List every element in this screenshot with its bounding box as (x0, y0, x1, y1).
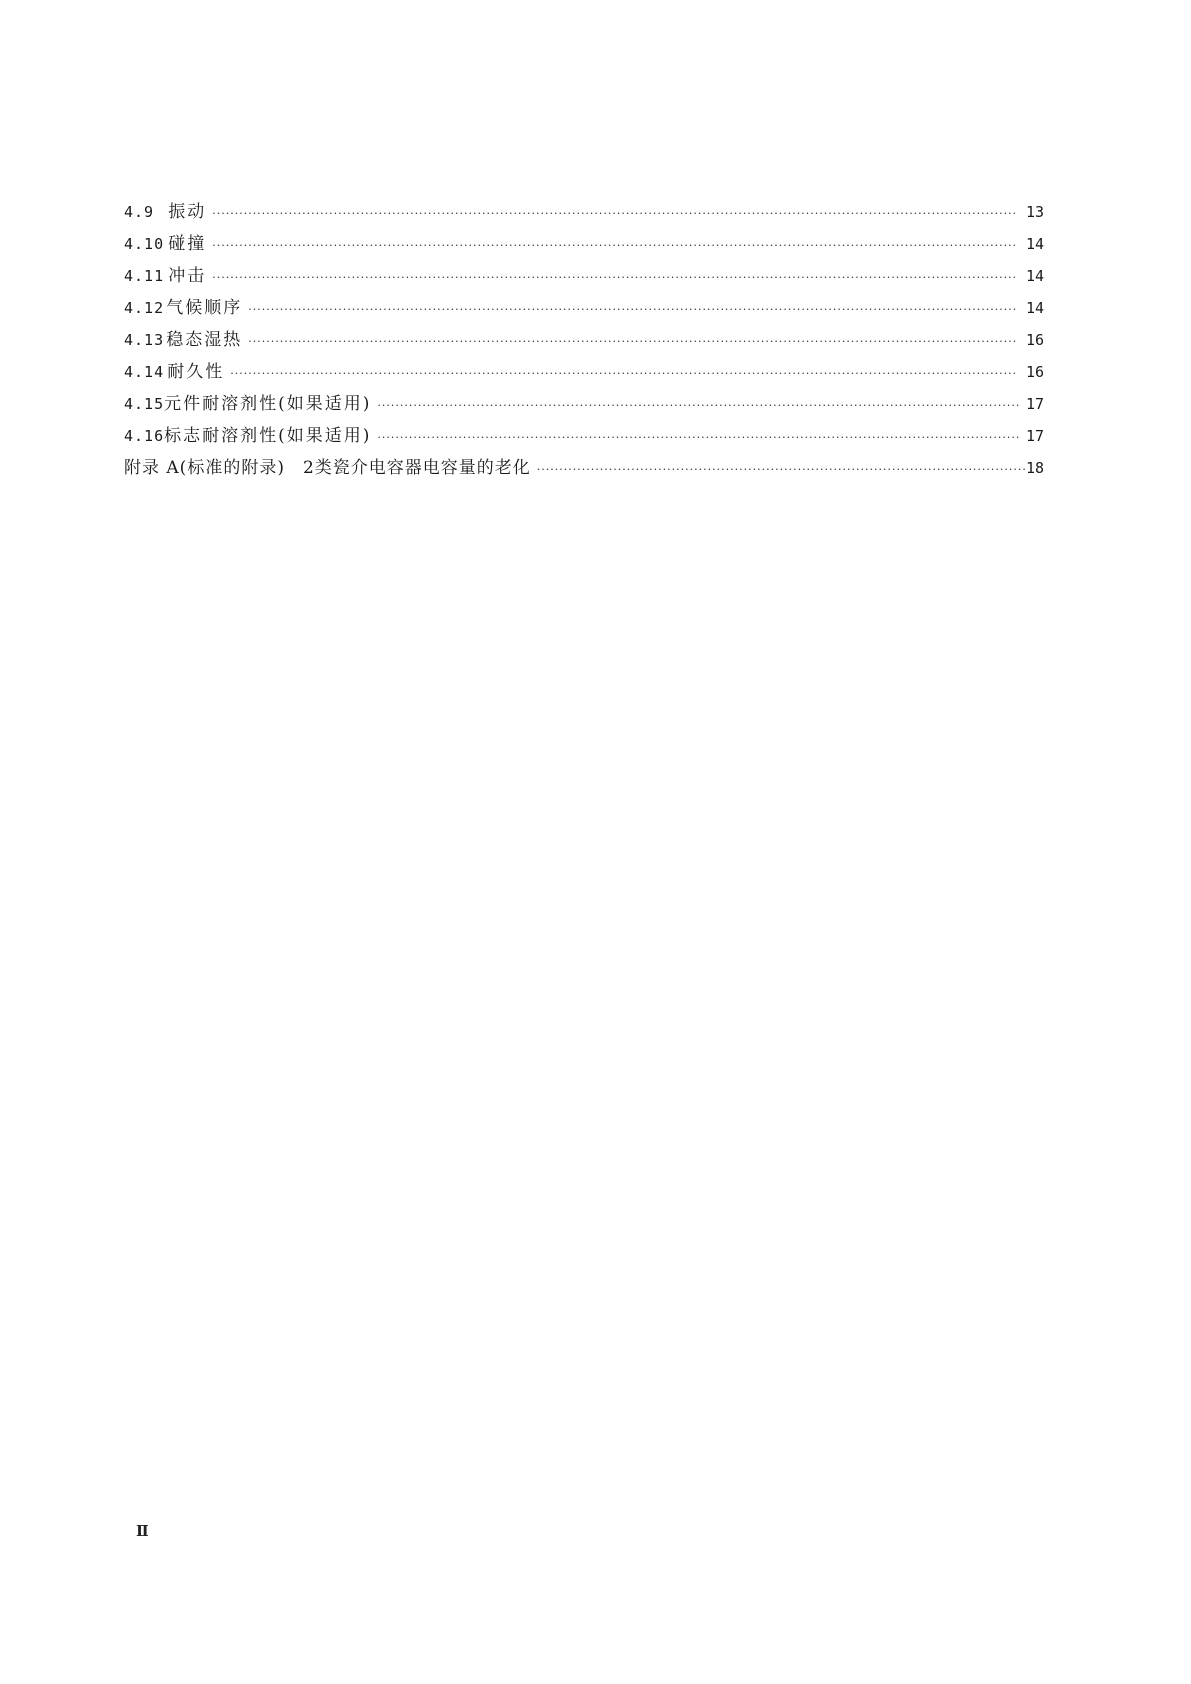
toc-entry-appendix-a[interactable] (124, 452, 1044, 484)
toc-appendix-title: 附录 A(标准的附录) 2类瓷介电容器电容量的老化 (124, 458, 531, 478)
toc-entry-page: 16 (1025, 331, 1044, 349)
toc-entry-page: 14 (1025, 235, 1044, 253)
toc-entry-title: 振动 (168, 202, 207, 222)
toc-entry-4-15[interactable] (124, 388, 1044, 420)
toc-entry-4-16[interactable] (124, 420, 1044, 452)
toc-entry-4-13[interactable] (124, 324, 1044, 356)
toc-entry-page: 16 (1025, 363, 1044, 381)
toc-entry-number: 4.16 (124, 427, 165, 445)
toc-entry-number: 4.9 (124, 203, 155, 221)
toc-entry-title: 元件耐溶剂性(如果适用) (164, 394, 372, 414)
toc-entry-4-10[interactable] (124, 228, 1044, 260)
toc-entry-page: 17 (1025, 395, 1044, 413)
toc-entry-title: 稳态湿热 (166, 330, 243, 350)
dot-leader (212, 262, 1015, 294)
toc-entry-4-12[interactable] (124, 292, 1044, 324)
toc-entry-title: 耐久性 (167, 362, 225, 382)
toc-entry-number: 4.12 (124, 299, 165, 317)
dot-leader (377, 422, 1020, 454)
toc-entry-page: 14 (1025, 267, 1044, 285)
toc-entry-4-11[interactable] (124, 260, 1044, 292)
toc-entry-4-14[interactable] (124, 356, 1044, 388)
dot-leader (377, 390, 1020, 422)
toc-entry-page: 13 (1025, 203, 1044, 221)
toc-entry-number: 4.10 (124, 235, 165, 253)
dot-leader (537, 454, 1026, 486)
toc-entry-4-9[interactable] (124, 196, 1044, 228)
dot-leader (212, 198, 1015, 230)
toc-entry-title: 标志耐溶剂性(如果适用) (164, 426, 372, 446)
toc-entry-page: 17 (1025, 427, 1044, 445)
dot-leader (248, 294, 1016, 326)
toc-entry-number: 4.14 (124, 363, 165, 381)
page-number-marker: Ⅱ (136, 1522, 149, 1540)
dot-leader (230, 358, 1015, 390)
toc-entry-number: 4.11 (124, 267, 165, 285)
toc-entry-page: 18 (1025, 459, 1044, 477)
toc-entry-title: 冲击 (168, 266, 207, 286)
toc-entry-number: 4.13 (124, 331, 165, 349)
toc-entry-title: 碰撞 (168, 234, 207, 254)
dot-leader (248, 326, 1016, 358)
dot-leader (212, 230, 1015, 262)
toc-entry-page: 14 (1025, 299, 1044, 317)
toc-entry-title: 气候顺序 (166, 298, 243, 318)
table-of-contents (124, 196, 1044, 484)
toc-entry-number: 4.15 (124, 395, 165, 413)
